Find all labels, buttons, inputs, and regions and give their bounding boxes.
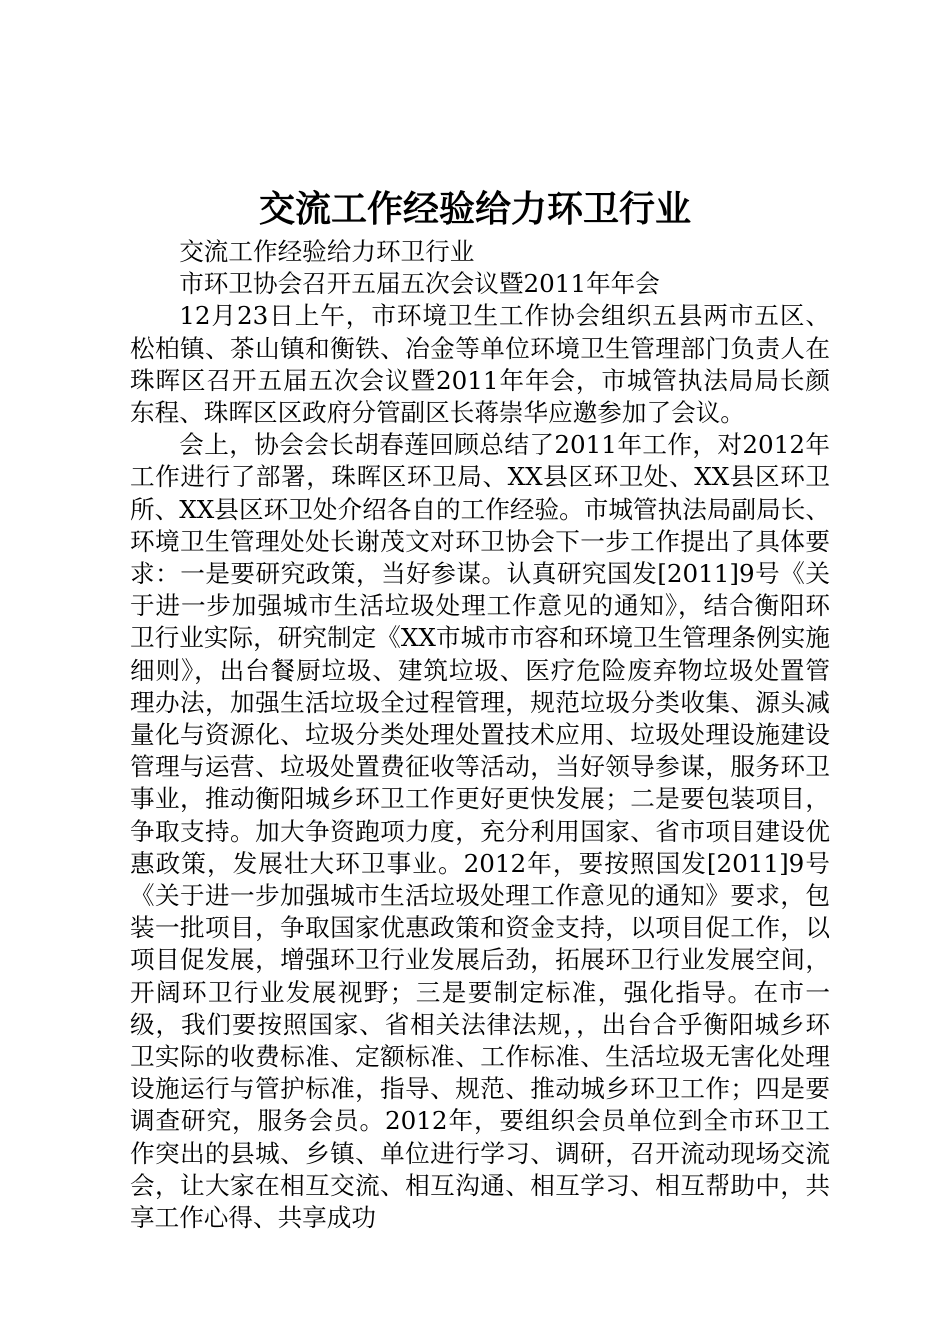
paragraph-subtitle: 交流工作经验给力环卫行业 <box>179 237 475 266</box>
paragraph-meeting-content: 会上，协会会长胡春莲回顾总结了2011年工作，对2012年工作进行了部署，珠晖区环卫局、XX县区环卫处、XX县区环卫所、XX县区环卫处介绍各自的工作经验。市城管执法局副局长、环境卫生管理处处长谢茂文对环卫协会下一步工作提出了具体要求：一是要研究政策，当好参谋。认真研究国发[2011]9号《关于进一步加强城市生活垃圾处理工作意见的通知》，结合衡阳环卫行业实际，研究制定《XX市城市市容和环境卫生管理条例实施细则》，出台餐厨垃圾、建筑垃圾、医疗危险废弃物垃圾处置管理办法，加强生活垃圾全过程管理，规范垃圾分类收集、源头减量化与资源化、垃圾分类处理处置技术应用、垃圾处理设施建设管理与运营、垃圾处置费征收等活动，当好领导参谋，服务环卫事业，推动衡阳城乡环卫工作更好更快发展；二是要包装项目，争取支持。加大争资跑项力度，充分利用国家、省市项目建设优惠政策，发展壮大环卫事业。2012年，要按照国发[2011]9号《关于进一步加强城市生活垃圾处理工作意见的通知》要求，包装一批项目，争取国家优惠政策和资金支持，以项目促工作，以项目促发展，增强环卫行业发展后劲，拓展环卫行业发展空间，开阔环卫行业发展视野；三是要制定标准，强化指导。在市一级，我们要按照国家、省相关法律法规，，出台合乎衡阳城乡环卫实际的收费标准、定额标准、工作标准、生活垃圾无害化处理设施运行与管护标准，指导、规范、推动城乡环卫工作；四是要调查研究，服务会员。2012年，要组织会员单位到全市环卫工作突出的县城、乡镇、单位进行学习、调研，召开流动现场交流会，让大家在相互交流、相互沟通、相互学习、相互帮助中，共享工作心得、共享成功 <box>130 430 830 1233</box>
document-body <box>130 236 830 1234</box>
document-title: 交流工作经验给力环卫行业 <box>258 189 691 230</box>
paragraph-intro: 12月23日上午，市环境卫生工作协会组织五县两市五区、松柏镇、茶山镇和衡铁、冶金等单位环境卫生管理部门负责人在珠晖区召开五届五次会议暨2011年年会，市城管执法局局长颜东程、珠晖区区政府分管副区长蒋崇华应邀参加了会议。 <box>130 301 830 428</box>
paragraph-meeting-name: 市环卫协会召开五届五次会议暨2011年年会 <box>179 269 660 299</box>
